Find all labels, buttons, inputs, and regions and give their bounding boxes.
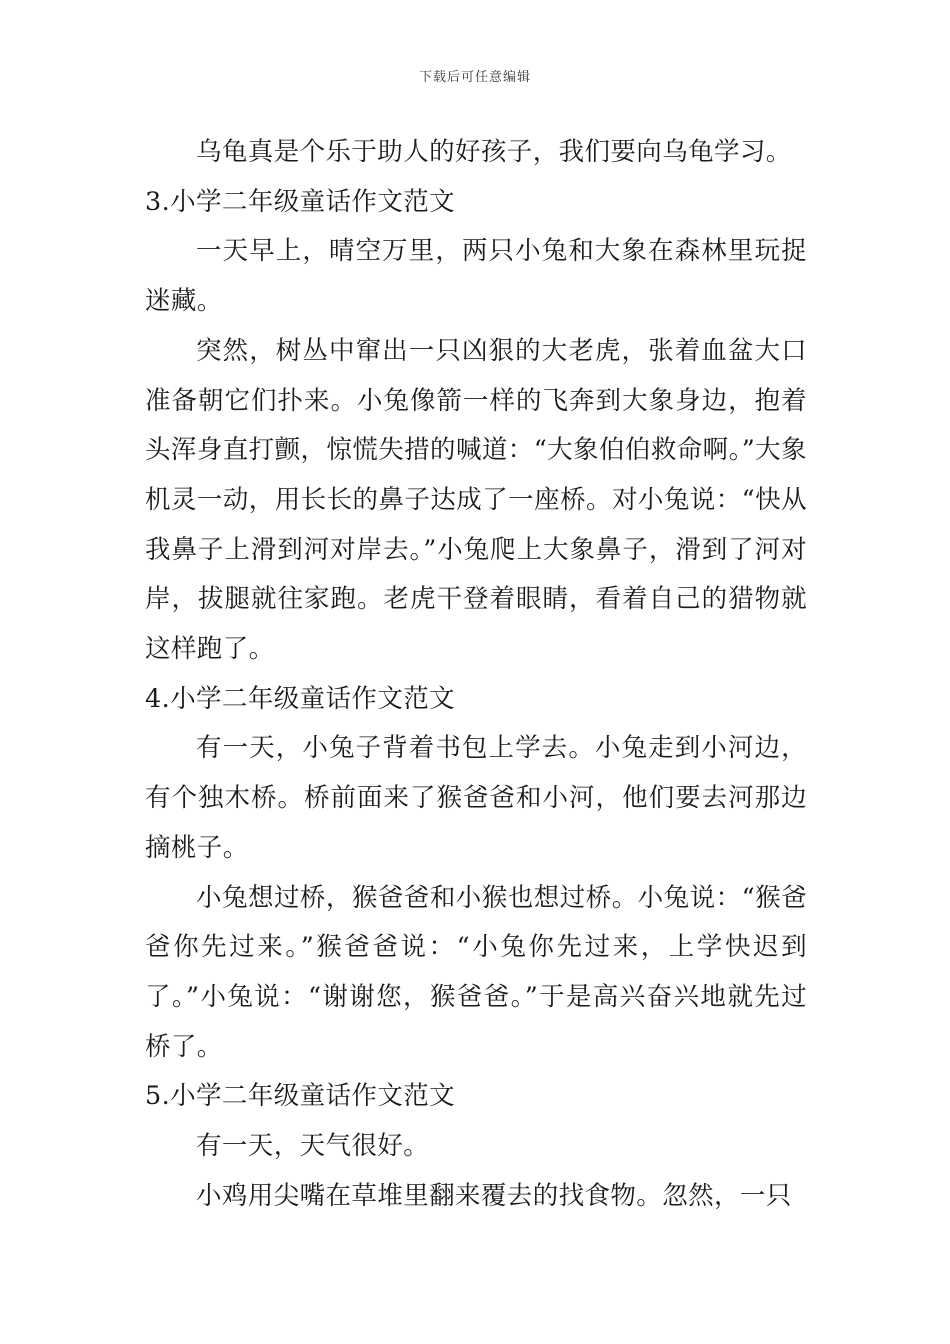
paragraph: 突然，树丛中窜出一只凶狠的大老虎，张着血盆大口准备朝它们扑来。小兔像箭一样的飞奔到大象身边，抱着头浑身直打颤，惊慌失措的喊道：“大象伯伯救命啊。”大象机灵一动，用长长的鼻子达成了一座桥。对小兔说：“快从我鼻子上滑到河对岸去。”小兔爬上大象鼻子，滑到了河对岸，拔腿就往家跑。老虎干登着眼睛，看着自己的猎物就这样跑了。: [145, 335, 807, 665]
paragraph: 小鸡用尖嘴在草堆里翻来覆去的找食物。忽然，一只: [196, 1180, 792, 1211]
paragraph: 有一天，天气很好。: [196, 1131, 430, 1162]
paragraph: 乌龟真是个乐于助人的好孩子，我们要向乌龟学习。: [196, 137, 792, 167]
section-heading: 5.小学二年级童话作文范文: [145, 1081, 456, 1112]
paragraph: 小兔想过桥，猴爸爸和小猴也想过桥。小兔说：“猴爸爸你先过来。”猴爸爸说：“小兔你先过来，上学快迟到了。”小兔说：“谢谢您，猴爸爸。”于是高兴奋兴地就先过桥了。: [145, 882, 807, 1062]
document-body: [145, 128, 807, 1221]
page-header-note: 下载后可任意编辑: [418, 70, 531, 85]
paragraph: 一天早上，晴空万里，两只小兔和大象在森林里玩捉迷藏。: [145, 236, 807, 317]
section-heading: 4.小学二年级童话作文范文: [145, 683, 456, 714]
paragraph: 有一天，小兔子背着书包上学去。小兔走到小河边，有个独木桥。桥前面来了猴爸爸和小河，他们要去河那边摘桃子。: [145, 733, 807, 863]
section-heading: 3.小学二年级童话作文范文: [145, 186, 456, 217]
